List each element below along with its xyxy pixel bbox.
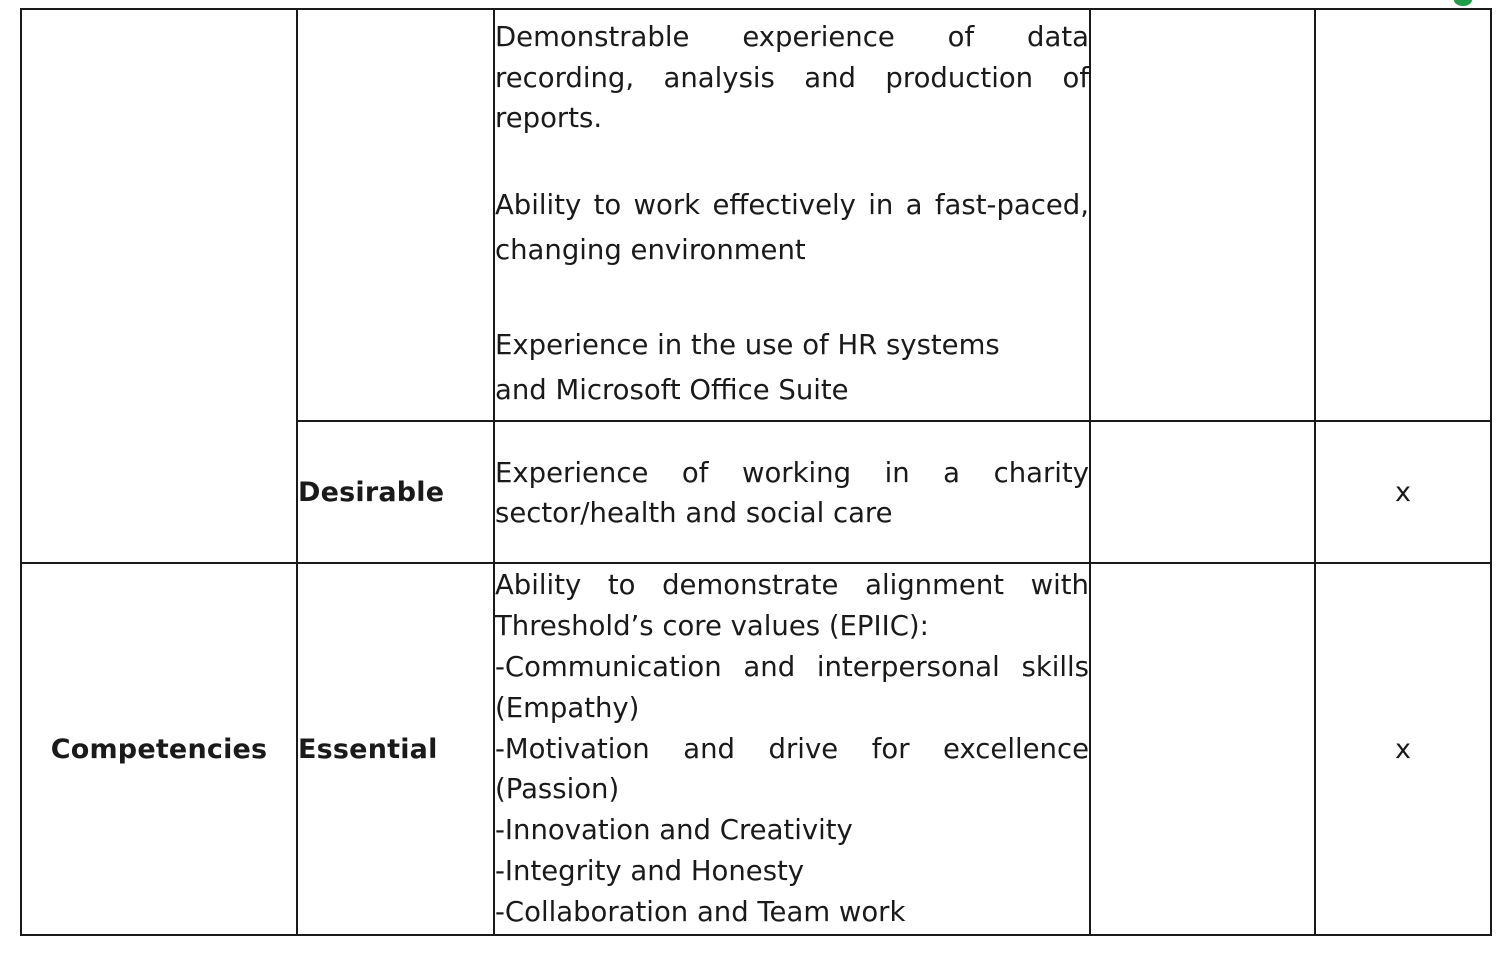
check-mark: x [1315, 421, 1491, 563]
criterion-text: Experience of working in a charity sector/health and social care [495, 456, 1089, 529]
criterion-text: -Integrity and Honesty [495, 854, 805, 887]
criteria-cell [494, 421, 1090, 563]
criteria-cell [494, 9, 1090, 421]
level-label: Essential [297, 563, 494, 935]
person-specification-table [20, 8, 1492, 936]
level-cell-essential [297, 9, 494, 421]
criterion-text: Ability to demonstrate alignment with Threshold’s core values (EPIIC): [495, 569, 1089, 643]
interview-cell [1315, 9, 1491, 421]
application-form-cell [1090, 563, 1315, 935]
table-row [21, 9, 1491, 421]
table-row [21, 563, 1491, 935]
category-cell-experience [21, 9, 297, 563]
criterion-text: -Communication and interpersonal skills (Empathy) [495, 651, 1089, 724]
green-status-dot-icon [1454, 0, 1472, 6]
criterion-text: -Motivation and drive for excellence (Passion) [495, 732, 1089, 806]
criteria-cell [494, 563, 1090, 935]
criterion-text: -Collaboration and Team work [495, 895, 906, 928]
criterion-text: Ability to work effectively in a fast-paced, changing environment [495, 188, 1089, 266]
criterion-text: Experience in the use of HR systems and Microsoft Office Suite [495, 328, 1000, 406]
category-label: Competencies [21, 563, 297, 935]
application-form-cell [1090, 421, 1315, 563]
criterion-text: Demonstrable experience of data recording, analysis and production of reports. [495, 21, 1089, 135]
criterion-text: -Innovation and Creativity [495, 814, 853, 847]
application-form-cell [1090, 9, 1315, 421]
check-mark: x [1315, 563, 1491, 935]
level-label: Desirable [297, 421, 494, 563]
